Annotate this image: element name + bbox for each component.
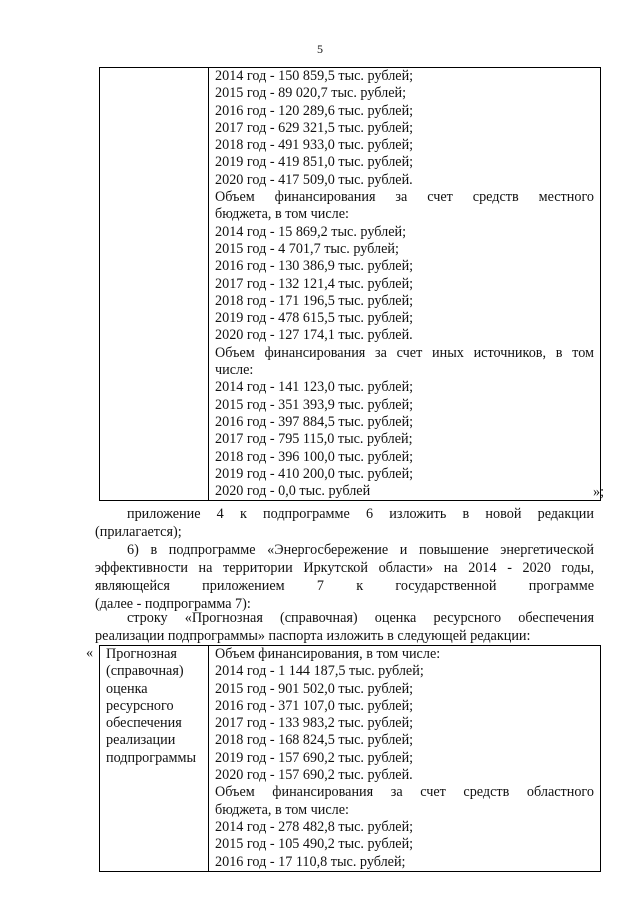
- paragraph-line: (далее - подпрограмма 7):: [95, 596, 251, 612]
- table1-line: 2015 год - 4 701,7 тыс. рублей;: [215, 240, 399, 257]
- table1-line: числе:: [215, 362, 254, 379]
- paragraph-line: (прилагается);: [95, 524, 182, 540]
- table1-line: 2018 год - 396 100,0 тыс. рублей;: [215, 448, 414, 465]
- paragraph-line: реализации подпрограммы» паспорта изложить в следующей редакции:: [95, 628, 531, 644]
- table1-line: 2015 год - 351 393,9 тыс. рублей;: [215, 396, 414, 413]
- closing-quote-mark: »;: [593, 484, 605, 500]
- table2-left-line: (справочная): [106, 663, 184, 680]
- table1-line: 2015 год - 89 020,7 тыс. рублей;: [215, 85, 407, 102]
- table1-line: 2018 год - 491 933,0 тыс. рублей;: [215, 137, 414, 154]
- table2-left-line: Прогнозная: [106, 646, 177, 662]
- table1-line: 2014 год - 150 859,5 тыс. рублей;: [215, 68, 414, 84]
- paragraph-line: эффективности на территории Иркутской области» на 2014 - 2020 годы,: [95, 560, 594, 576]
- table2-left-line: ресурсного: [106, 697, 174, 714]
- paragraph-subprogram-7: [95, 541, 594, 613]
- table1-line: 2014 год - 141 123,0 тыс. рублей;: [215, 379, 414, 396]
- table1-line: 2016 год - 397 884,5 тыс. рублей;: [215, 413, 414, 430]
- table2-line: 2014 год - 278 482,8 тыс. рублей;: [215, 818, 414, 835]
- table1-line: Объем финансирования за счет иных источников, в том: [215, 344, 594, 361]
- table2-left-line: оценка: [106, 680, 148, 697]
- table1-line: 2020 год - 127 174,1 тыс. рублей.: [215, 327, 413, 344]
- resource-table-continuation: [99, 67, 601, 501]
- table2-left-line: обеспечения: [106, 715, 182, 732]
- table2-line: Объем финансирования, в том числе:: [215, 646, 441, 662]
- table2-line: 2016 год - 17 110,8 тыс. рублей;: [215, 853, 406, 870]
- table2-line: 2019 год - 157 690,2 тыс. рублей;: [215, 749, 414, 766]
- table1-line: бюджета, в том числе:: [215, 206, 349, 223]
- table1-line: 2019 год - 419 851,0 тыс. рублей;: [215, 154, 414, 171]
- table1-right-cell: [209, 68, 601, 501]
- table1-line: 2019 год - 410 200,0 тыс. рублей;: [215, 465, 414, 482]
- table1-left-cell: [100, 68, 209, 501]
- table1-line: 2016 год - 130 386,9 тыс. рублей;: [215, 258, 414, 275]
- table2-line: 2018 год - 168 824,5 тыс. рублей;: [215, 732, 414, 749]
- table1-line: 2018 год - 171 196,5 тыс. рублей;: [215, 292, 414, 309]
- paragraph-appendix-4: [95, 505, 594, 541]
- table2-line: 2015 год - 105 490,2 тыс. рублей;: [215, 836, 414, 853]
- table2-line: 2014 год - 1 144 187,5 тыс. рублей;: [215, 663, 424, 680]
- table1-line: Объем финансирования за счет средств местного: [215, 189, 594, 206]
- paragraph-line: 6) в подпрограмме «Энергосбережение и повышение энергетической: [127, 542, 594, 558]
- table1-line: 2017 год - 629 321,5 тыс. рублей;: [215, 119, 414, 136]
- resource-table-subprogram-7: [99, 645, 601, 872]
- table2-line: бюджета, в том числе:: [215, 801, 349, 818]
- table1-line: 2017 год - 795 115,0 тыс. рублей;: [215, 431, 413, 448]
- table2-line: 2015 год - 901 502,0 тыс. рублей;: [215, 680, 414, 697]
- page-number: 5: [317, 42, 323, 56]
- table1-line: 2020 год - 417 509,0 тыс. рублей.: [215, 171, 413, 188]
- table2-left-line: подпрограммы: [106, 749, 196, 766]
- table2-line: 2017 год - 133 983,2 тыс. рублей;: [215, 715, 414, 732]
- table2-line: Объем финансирования за счет средств областного: [215, 784, 594, 801]
- table1-line: 2019 год - 478 615,5 тыс. рублей;: [215, 310, 414, 327]
- table1-line: 2017 год - 132 121,4 тыс. рублей;: [215, 275, 414, 292]
- opening-quote-mark: «: [86, 645, 94, 661]
- table2-right-cell: [209, 646, 601, 872]
- table2-left-cell: [100, 646, 209, 872]
- table1-line: 2014 год - 15 869,2 тыс. рублей;: [215, 223, 407, 240]
- table1-line: 2016 год - 120 289,6 тыс. рублей;: [215, 102, 414, 119]
- table2-line: 2020 год - 157 690,2 тыс. рублей.: [215, 767, 413, 784]
- paragraph-row-replacement: [95, 609, 594, 645]
- paragraph-line: приложение 4 к подпрограмме 6 изложить в новой редакции: [127, 506, 594, 522]
- table2-left-line: реализации: [106, 732, 176, 749]
- table1-line: 2020 год - 0,0 тыс. рублей: [215, 483, 371, 500]
- paragraph-line: строку «Прогнозная (справочная) оценка ресурсного обеспечения: [127, 610, 594, 626]
- paragraph-line: являющейся приложением 7 к государственной программе: [95, 578, 594, 594]
- table2-line: 2016 год - 371 107,0 тыс. рублей;: [215, 697, 414, 714]
